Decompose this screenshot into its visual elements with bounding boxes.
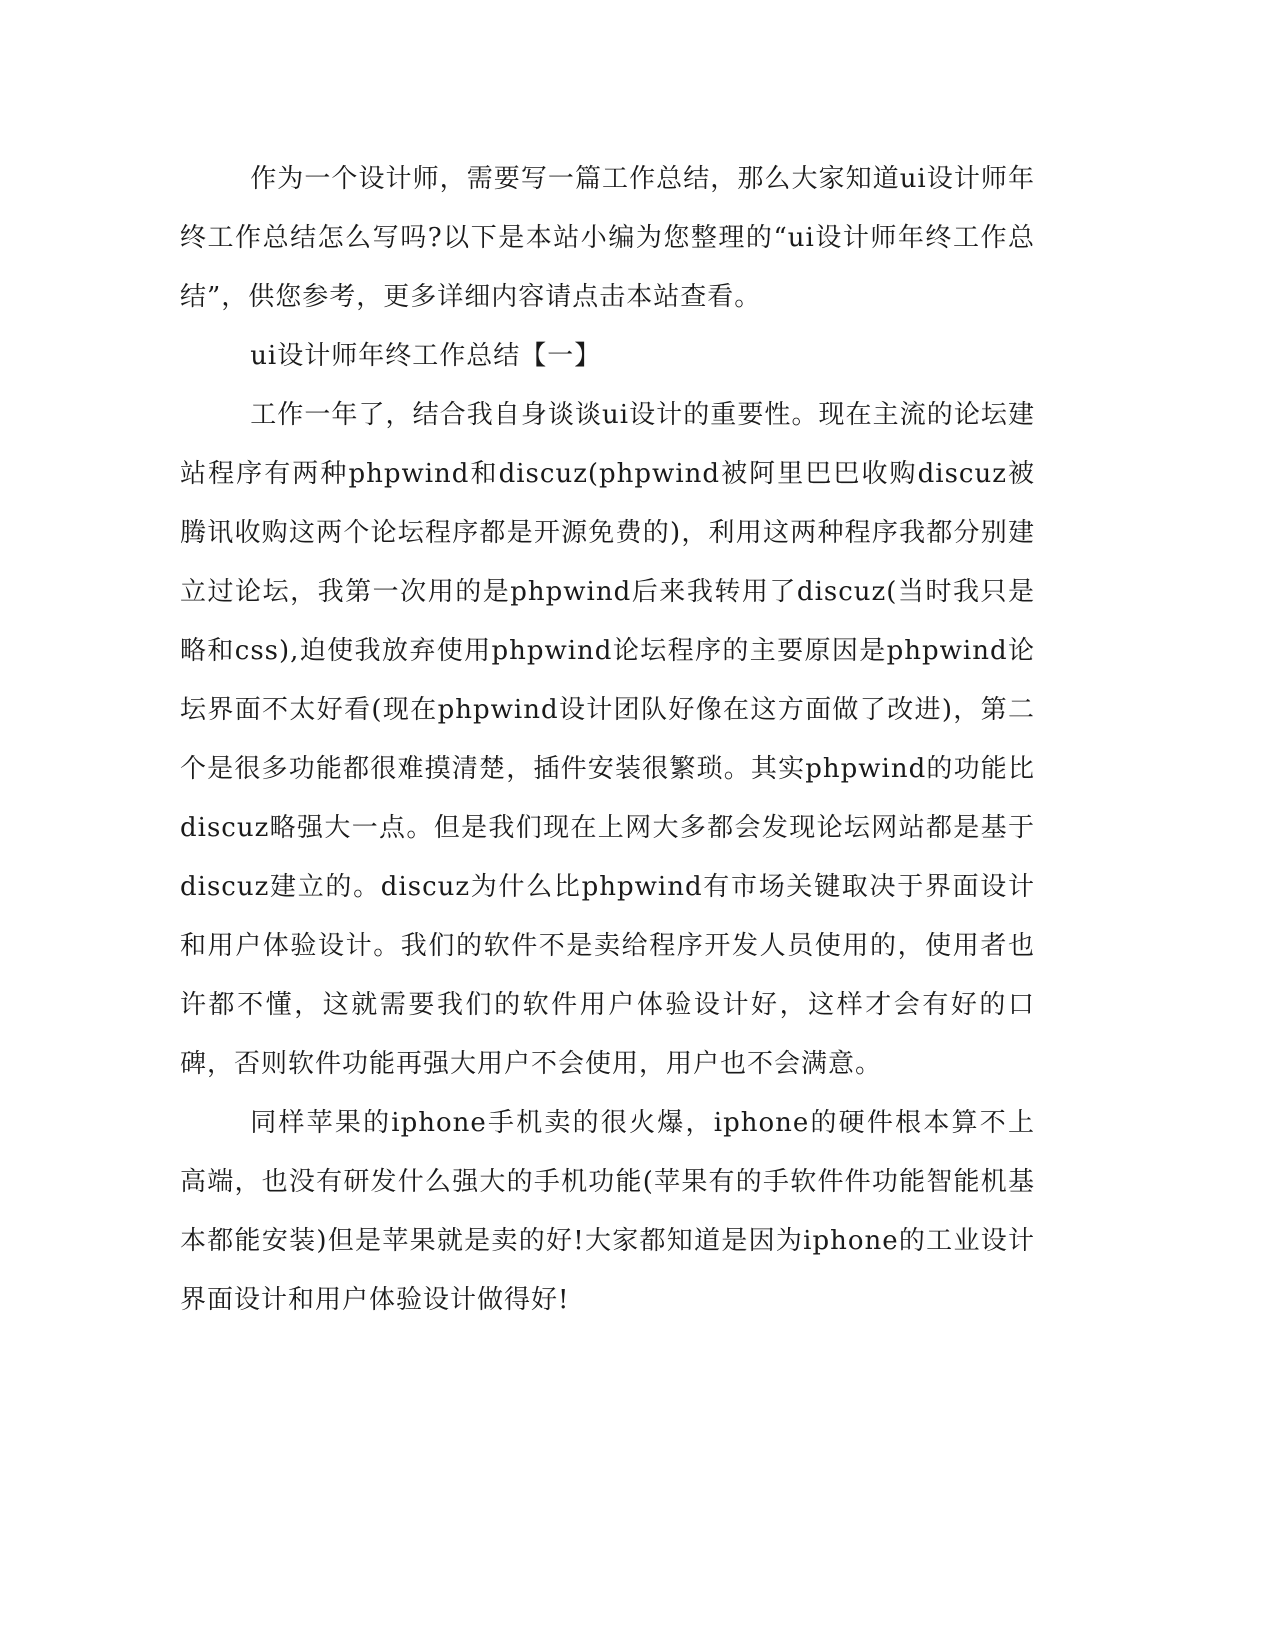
body-paragraph-1: 工作一年了，结合我自身谈谈ui设计的重要性。现在主流的论坛建站程序有两种phpwind和discuz(phpwind被阿里巴巴收购discuz被腾讯收购这两个论坛程序都是开源免费的)，利用这两种程序我都分别建立过论坛，我第一次用的是phpwind后来我转用了discuz(当时我只是略和css),迫使我放弃使用phpwind论坛程序的主要原因是phpwind论坛界面不太好看(现在phpwind设计团队好像在这方面做了改进)，第二个是很多功能都很难摸清楚，插件安装很繁琐。其实phpwind的功能比discuz略强大一点。但是我们现在上网大多都会发现论坛网站都是基于discuz建立的。discuz为什么比phpwind有市场关键取决于界面设计和用户体验设计。我们的软件不是卖给程序开发人员使用的，使用者也许都不懂，这就需要我们的软件用户体验设计好，这样才会有好的口碑，否则软件功能再强大用户不会使用，用户也不会满意。 [180, 400, 1035, 1079]
section-heading: ui设计师年终工作总结【一】 [250, 341, 602, 371]
document-body [180, 150, 1035, 1330]
body-paragraph-2: 同样苹果的iphone手机卖的很火爆，iphone的硬件根本算不上高端，也没有研发什么强大的手机功能(苹果有的手软件件功能智能机基本都能安装)但是苹果就是卖的好!大家都知道是因为iphone的工业设计界面设计和用户体验设计做得好! [180, 1108, 1035, 1315]
intro-paragraph: 作为一个设计师，需要写一篇工作总结，那么大家知道ui设计师年终工作总结怎么写吗?以下是本站小编为您整理的“ui设计师年终工作总结”，供您参考，更多详细内容请点击本站查看。 [180, 164, 1035, 312]
